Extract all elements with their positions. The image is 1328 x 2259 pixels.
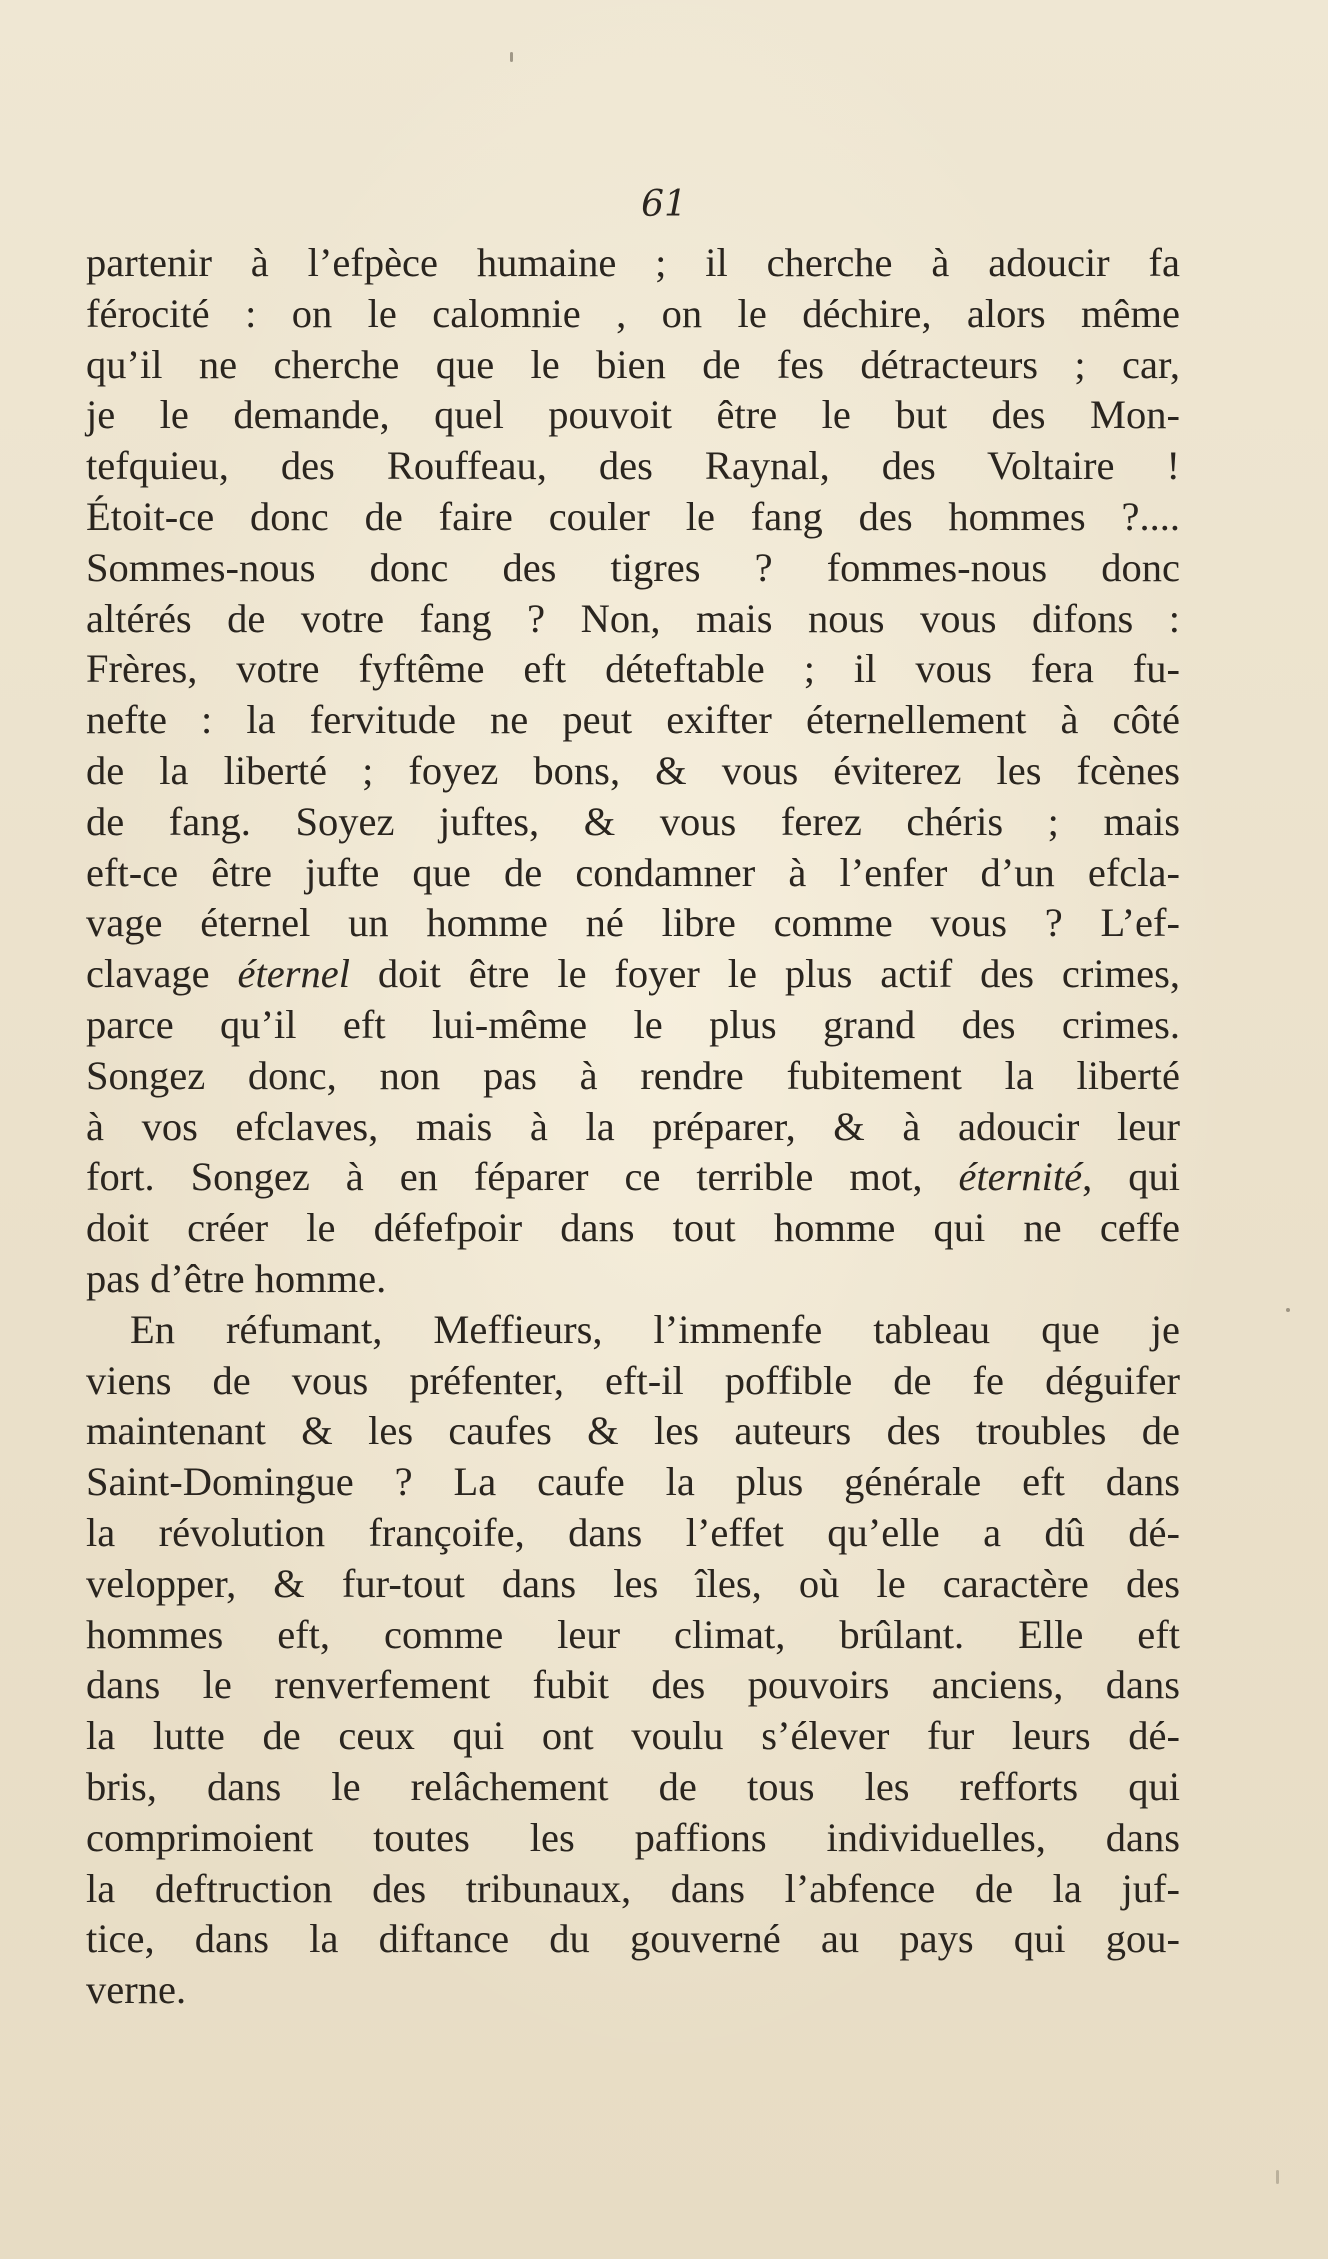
text-line: Étoit-ce donc de faire couler le fang des hommes ?....: [86, 493, 1180, 539]
text-line: Frères, votre fyftême eft déteftable ; il vous fera fu-: [86, 646, 1180, 692]
text-line: de la liberté ; foyez bons, & vous éviterez les fcènes: [86, 747, 1180, 793]
text-line: la révolution françoife, dans l’effet qu’elle a dû dé-: [86, 1509, 1180, 1555]
body-text: [86, 238, 1180, 2016]
text-line: à vos efclaves, mais à la préparer, & à adoucir leur: [86, 1103, 1180, 1149]
text-line: la deftruction des tribunaux, dans l’abfence de la juf-: [86, 1865, 1180, 1911]
text-line: En réfumant, Meffieurs, l’immenfe tableau que je: [130, 1306, 1180, 1352]
text-line: velopper, & fur-tout dans les îles, où le caractère des: [86, 1560, 1180, 1606]
text-line: maintenant & les caufes & les auteurs des troubles de: [86, 1408, 1180, 1454]
text-line: vage éternel un homme né libre comme vous ? L’ef-: [86, 900, 1180, 946]
text-line: Saint-Domingue ? La caufe la plus générale eft dans: [86, 1459, 1180, 1505]
text-line: viens de vous préfenter, eft-il poffible de fe déguifer: [86, 1357, 1180, 1403]
text-line: comprimoient toutes les paffions individuelles, dans: [86, 1814, 1180, 1860]
text-line: eft-ce être jufte que de condamner à l’enfer d’un efcla-: [86, 849, 1180, 895]
text-line: doit créer le défefpoir dans tout homme qui ne ceffe: [86, 1205, 1180, 1251]
text-line: de fang. Soyez juftes, & vous ferez chéris ; mais: [86, 798, 1180, 844]
text-line: clavage éternel doit être le foyer le plus actif des crimes,: [86, 951, 1181, 997]
text-line: Sommes-nous donc des tigres ? fommes-nous donc: [86, 544, 1180, 590]
page-number: 61: [641, 184, 687, 225]
text-line: férocité : on le calomnie , on le déchire, alors même: [86, 290, 1180, 336]
text-line: pas d’être homme.: [86, 1255, 387, 1301]
text-line: dans le renverfement fubit des pouvoirs anciens, dans: [86, 1662, 1180, 1708]
text-line: verne.: [86, 1967, 187, 2013]
text-line: je le demande, quel pouvoit être le but des Mon-: [86, 392, 1180, 438]
text-line: tice, dans la diftance du gouverné au pays qui gou-: [86, 1916, 1180, 1962]
paper-speck: [1286, 1308, 1290, 1312]
text-line: partenir à l’efpèce humaine ; il cherche à adoucir fa: [86, 240, 1180, 285]
text-line: la lutte de ceux qui ont voulu s’élever fur leurs dé-: [86, 1713, 1180, 1759]
paper-speck: [1276, 2170, 1279, 2184]
text-line: tefquieu, des Rouffeau, des Raynal, des Voltaire !: [86, 443, 1180, 489]
text-line: parce qu’il eft lui-même le plus grand des crimes.: [86, 1001, 1180, 1047]
text-line: qu’il ne cherche que le bien de fes détracteurs ; car,: [86, 341, 1180, 387]
text-line: Songez donc, non pas à rendre fubitement la liberté: [86, 1052, 1180, 1098]
text-line: fort. Songez à en féparer ce terrible mot, éternité, qui: [86, 1154, 1180, 1200]
text-line: nefte : la fervitude ne peut exifter éternellement à côté: [86, 697, 1180, 743]
text-line: altérés de votre fang ? Non, mais nous vous difons :: [86, 595, 1180, 641]
paper-speck: [510, 52, 513, 62]
text-line: hommes eft, comme leur climat, brûlant. Elle eft: [86, 1611, 1180, 1657]
text-line: bris, dans le relâchement de tous les refforts qui: [86, 1763, 1180, 1809]
